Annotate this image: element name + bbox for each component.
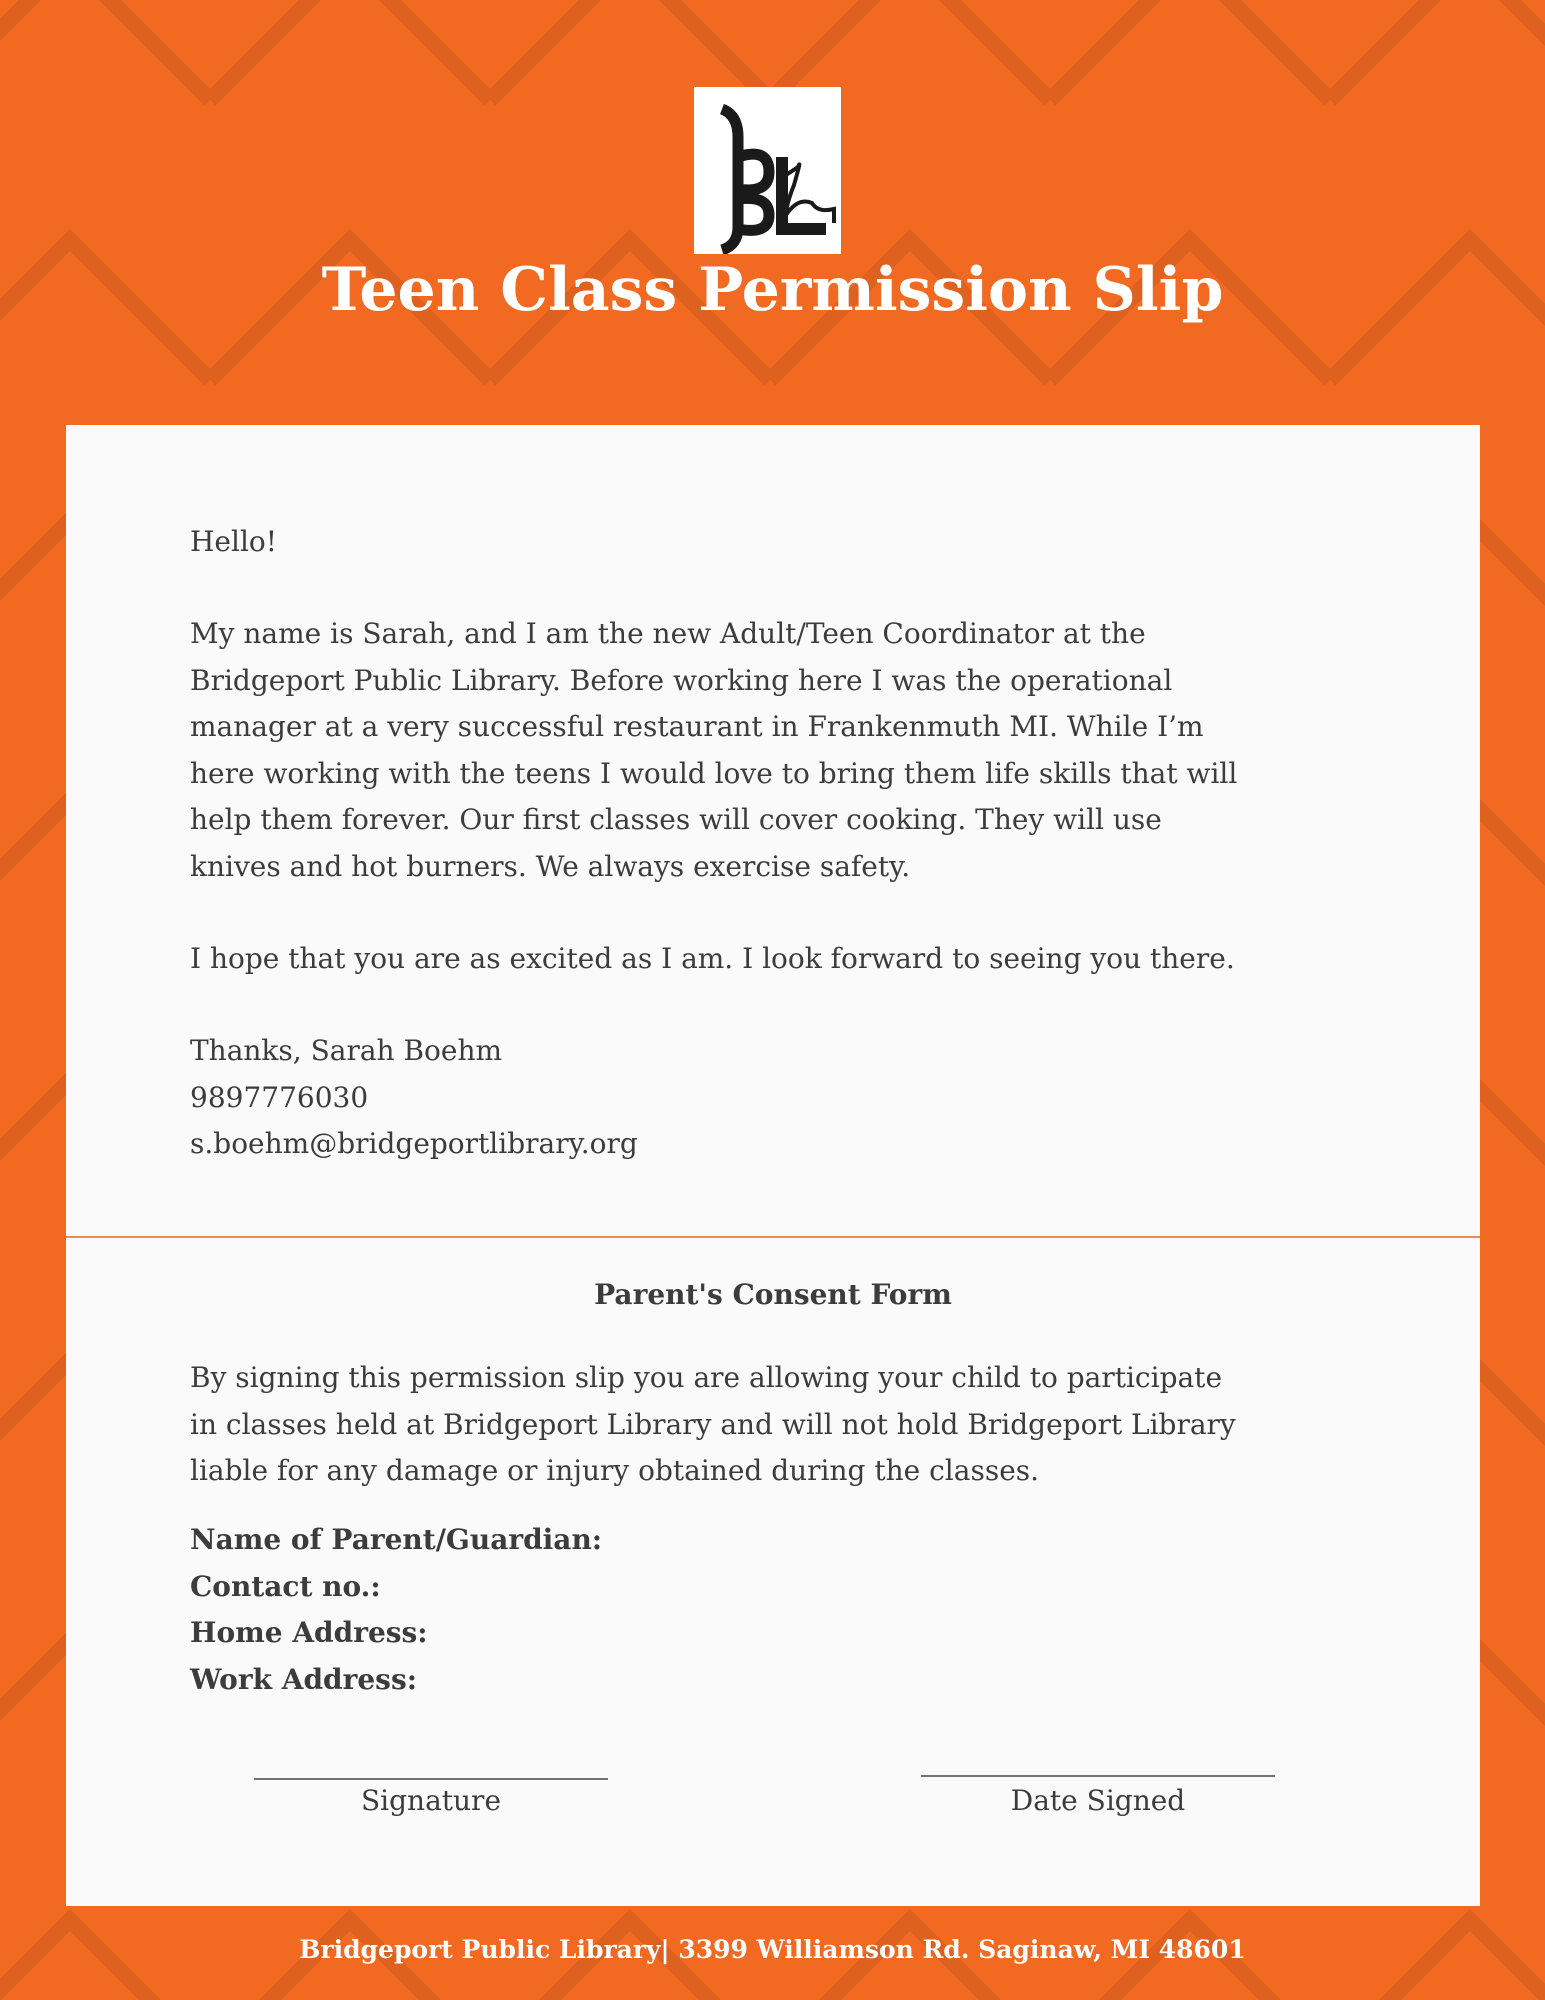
text-line: Bridgeport Public Library. Before working here I was the operational	[190, 663, 1173, 697]
field-home-address: Home Address:	[190, 1616, 428, 1649]
text-line: My name is Sarah, and I am the new Adult/Teen Coordinator at the	[190, 617, 1146, 650]
text-line: here working with the teens I would love to bring them life skills that will	[190, 756, 1238, 790]
text-line: By signing this permission slip you are allowing your child to participate	[190, 1361, 1223, 1394]
text-line: in classes held at Bridgeport Library and will not hold Bridgeport Library	[190, 1407, 1236, 1441]
consent-paragraph	[190, 1355, 1370, 1495]
greeting: Hello!	[190, 525, 278, 558]
consent-heading: Parent's Consent Form	[594, 1278, 952, 1311]
field-contact-no: Contact no.:	[190, 1569, 381, 1603]
field-work-address: Work Address:	[190, 1662, 418, 1696]
signature-label: Signature	[360, 1784, 502, 1817]
text-line: help them forever. Our first classes will cover cooking. They will use	[190, 803, 1162, 836]
consent-fields	[190, 1517, 1370, 1703]
signature-line	[254, 1778, 608, 1780]
letter-panel	[66, 425, 1480, 1906]
signoff: Thanks, Sarah Boehm	[190, 1034, 503, 1067]
email-address: s.boehm@bridgeportlibrary.org	[190, 1127, 638, 1160]
date-signed-line	[921, 1775, 1275, 1777]
footer-address: Bridgeport Public Library| 3399 Williamson Rd. Saginaw, MI 48601	[299, 1935, 1246, 1964]
field-parent-name: Name of Parent/Guardian:	[190, 1523, 603, 1556]
page-title: Teen Class Permission Slip	[321, 255, 1224, 325]
phone-number: 9897776030	[190, 1080, 369, 1114]
letter-paragraph-1	[190, 611, 1370, 890]
library-logo	[694, 87, 841, 254]
text-line: manager at a very successful restaurant in Frankenmuth MI. While I’m	[190, 710, 1204, 743]
date-signed-label: Date Signed	[1010, 1784, 1186, 1817]
letter-signoff	[190, 1028, 1370, 1168]
text-line: liable for any damage or injury obtained during the classes.	[190, 1454, 1040, 1487]
text-line: knives and hot burners. We always exercise safety.	[190, 849, 911, 883]
letter-paragraph-2: I hope that you are as excited as I am. I look forward to seeing you there.	[190, 942, 1235, 975]
section-divider	[66, 1236, 1480, 1238]
